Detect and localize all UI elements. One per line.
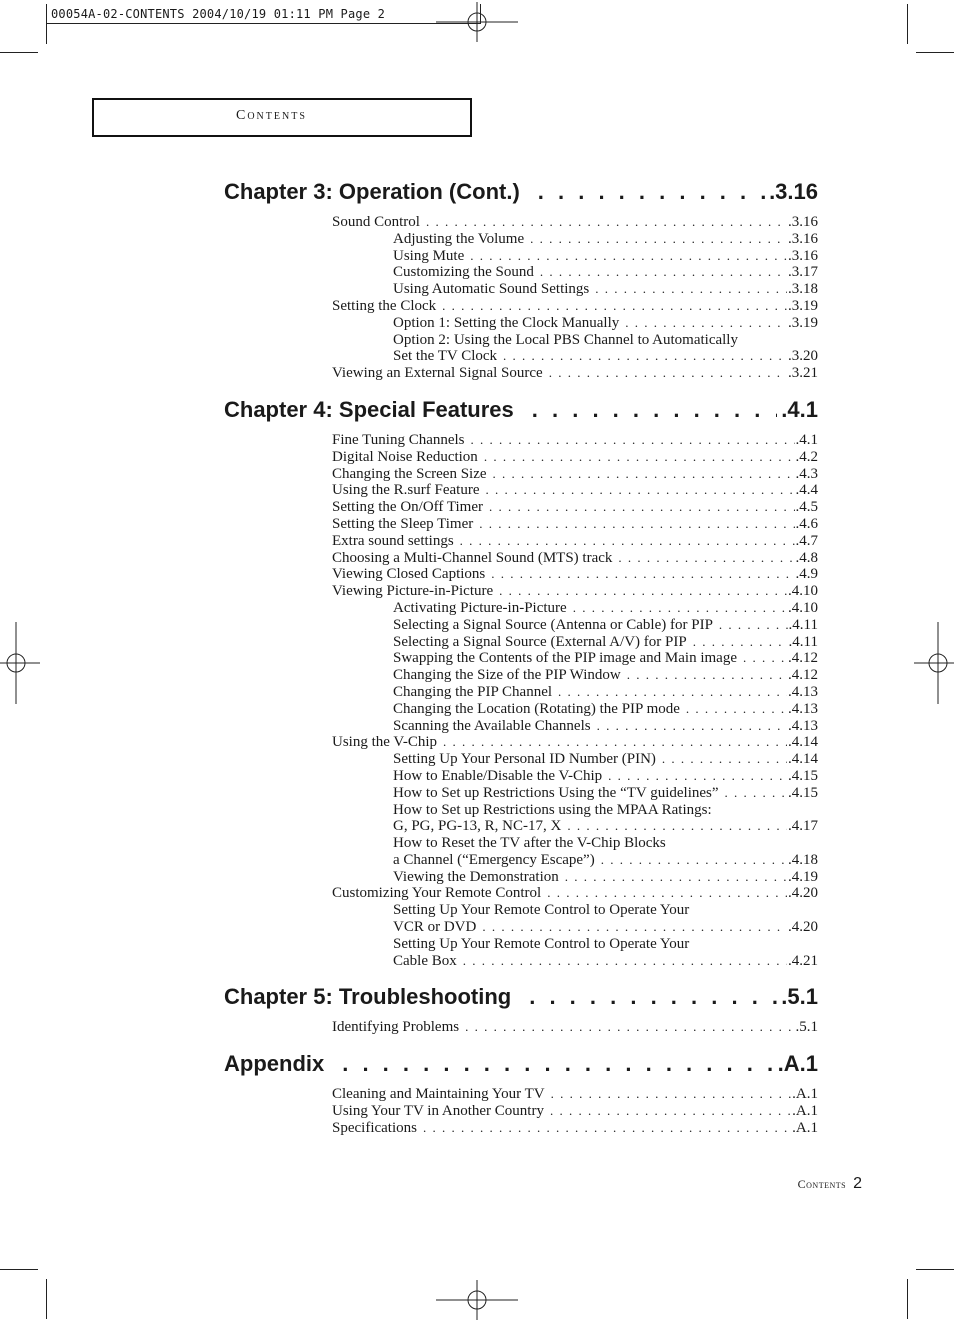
- toc-entry-list: [224, 214, 818, 382]
- dot-leader: [530, 231, 787, 248]
- toc-entry-page: .4.10: [788, 583, 818, 600]
- toc-entry[interactable]: [224, 499, 818, 516]
- dot-leader: [693, 634, 788, 651]
- toc-subentry[interactable]: [224, 718, 818, 735]
- toc-entry[interactable]: [224, 885, 818, 902]
- toc-entry[interactable]: [224, 734, 818, 751]
- dot-leader: [482, 919, 787, 936]
- toc-subentry[interactable]: [224, 248, 818, 265]
- toc-entry-page: .4.6: [795, 515, 818, 532]
- toc-entry-label: How to Reset the TV after the V-Chip Blocks: [393, 835, 666, 852]
- dot-leader: [503, 348, 787, 365]
- toc-entry-label: Changing the Screen Size: [332, 465, 487, 482]
- dot-leader: [662, 751, 787, 768]
- dot-leader: [538, 176, 765, 208]
- toc-entry-list: [224, 1086, 818, 1136]
- crop-mark-bottom-right-h: [916, 1269, 954, 1270]
- crop-mark-top-right-h: [916, 52, 954, 53]
- toc-entry-label: How to Enable/Disable the V-Chip: [393, 767, 603, 784]
- toc-entry-label: Scanning the Available Channels: [393, 717, 591, 734]
- toc-subentry[interactable]: [224, 785, 818, 802]
- dot-leader: [686, 701, 787, 718]
- dot-leader: [470, 248, 787, 265]
- toc-subentry[interactable]: [224, 315, 818, 332]
- dot-leader: [549, 365, 787, 382]
- toc-entry-label: Adjusting the Volume: [393, 230, 525, 247]
- dot-leader: [743, 650, 787, 667]
- running-header-title: Contents: [236, 108, 307, 123]
- toc-entry-page: .4.13: [788, 700, 818, 717]
- dot-leader: [567, 818, 787, 835]
- toc-entry-page: .4.20: [788, 885, 818, 902]
- dot-leader: [342, 1048, 773, 1080]
- chapter-title: Chapter 3: Operation (Cont.): [224, 179, 520, 204]
- dot-leader: [565, 869, 787, 886]
- chapter-title: Appendix: [224, 1051, 325, 1077]
- toc-entry-label: Changing the PIP Channel: [393, 683, 553, 700]
- toc-subentry[interactable]: [224, 802, 818, 819]
- toc-entry-label: Cleaning and Maintaining Your TV: [332, 1086, 545, 1103]
- dot-leader: [595, 281, 787, 298]
- dot-leader: [479, 516, 794, 533]
- toc-entry-label: Setting Up Your Remote Control to Operate Your: [393, 902, 690, 919]
- toc-subentry[interactable]: [224, 667, 818, 684]
- toc-entry-label: Using Automatic Sound Settings: [393, 281, 590, 298]
- toc-entry-label: VCR or DVD: [393, 919, 477, 936]
- dot-leader: [529, 981, 777, 1013]
- toc-entry-page: .4.5: [795, 499, 818, 516]
- dot-leader: [547, 885, 787, 902]
- toc-entry-label: Using Mute: [393, 247, 465, 264]
- dot-leader: [484, 449, 795, 466]
- toc-subentry[interactable]: [224, 936, 818, 953]
- toc-entry-page: .4.21: [788, 952, 818, 969]
- chapter-title: Chapter 4: Special Features: [224, 396, 514, 422]
- toc-entry[interactable]: [224, 365, 818, 382]
- toc-subentry[interactable]: [224, 919, 818, 936]
- toc-subentry[interactable]: [224, 264, 818, 281]
- toc-subentry[interactable]: [224, 953, 818, 970]
- toc-entry[interactable]: [224, 583, 818, 600]
- dot-leader: [491, 566, 794, 583]
- toc-entry-label: Setting the On/Off Timer: [332, 499, 483, 516]
- toc-entry-label: Customizing the Sound: [393, 264, 534, 281]
- toc-entry-label: Using the V-Chip: [332, 734, 438, 751]
- toc-subentry[interactable]: [224, 869, 818, 886]
- crop-mark-bottom-left-v: [46, 1279, 47, 1319]
- crop-mark-bottom-right-v: [907, 1279, 908, 1319]
- dot-leader: [426, 214, 787, 231]
- toc-entry-label: Selecting a Signal Source (Antenna or Cable) for PIP: [393, 616, 713, 633]
- toc-entry-label: Option 2: Using the Local PBS Channel to Automatically: [393, 331, 738, 348]
- toc-entry[interactable]: [224, 550, 818, 567]
- toc-entry[interactable]: [224, 1086, 818, 1103]
- printer-slug: 00054A-02-CONTENTS 2004/10/19 01:11 PM Page 2: [46, 4, 481, 24]
- dot-leader: [719, 617, 788, 634]
- toc-entry-page: .4.12: [788, 667, 818, 684]
- toc-entry-page: .3.16: [788, 230, 818, 247]
- toc-entry[interactable]: [224, 566, 818, 583]
- toc-entry-label: Sound Control: [332, 214, 420, 230]
- toc-entry-page: .4.8: [795, 549, 818, 566]
- toc-entry-page: .5.1: [795, 1019, 818, 1036]
- toc-entry-list: [224, 1019, 818, 1036]
- dot-leader: [573, 600, 787, 617]
- toc-entry[interactable]: [224, 482, 818, 499]
- dot-leader: [618, 550, 794, 567]
- toc-entry-label: Option 1: Setting the Clock Manually: [393, 314, 620, 331]
- toc-entry-label: Choosing a Multi-Channel Sound (MTS) track: [332, 549, 613, 566]
- chapter-page: .A.1: [777, 1051, 818, 1077]
- chapter-heading[interactable]: [224, 1048, 818, 1080]
- toc-entry-label: Fine Tuning Channels: [332, 431, 465, 448]
- dot-leader: [489, 499, 795, 516]
- chapter-page: .4.1: [781, 396, 818, 422]
- dot-leader: [532, 394, 778, 426]
- chapter-heading[interactable]: [224, 981, 818, 1013]
- toc-entry-label: Viewing the Demonstration: [393, 868, 559, 885]
- dot-leader: [540, 264, 787, 281]
- chapter-page: .5.1: [781, 984, 818, 1010]
- toc-entry-label: Setting the Sleep Timer: [332, 515, 474, 532]
- toc-entry-page: .4.15: [788, 784, 818, 801]
- toc-entry-page: .4.3: [795, 465, 818, 482]
- toc-entry-page: .3.19: [788, 297, 818, 314]
- toc-entry-label: Setting Up Your Remote Control to Operate Your: [393, 935, 690, 952]
- registration-mark-top-icon: [436, 2, 518, 42]
- toc-entry-label: Identifying Problems: [332, 1019, 460, 1036]
- toc-entry-label: Digital Noise Reduction: [332, 448, 478, 465]
- toc-subentry[interactable]: [224, 701, 818, 718]
- dot-leader: [485, 482, 794, 499]
- toc-entry-label: Selecting a Signal Source (External A/V) for PIP: [393, 633, 687, 650]
- toc-entry-page: .3.17: [788, 264, 818, 281]
- registration-mark-left-icon: [0, 622, 40, 704]
- chapter-heading[interactable]: [224, 394, 818, 426]
- dot-leader: [725, 785, 787, 802]
- toc-entry-label: Setting Up Your Personal ID Number (PIN): [393, 751, 656, 768]
- toc-entry-label: How to Set up Restrictions using the MPAA Ratings:: [393, 801, 712, 818]
- toc-entry-page: .A.1: [792, 1119, 818, 1136]
- page-number: 2: [853, 1175, 862, 1192]
- dot-leader: [601, 852, 787, 869]
- toc-entry-label: Using the R.surf Feature: [332, 482, 480, 499]
- registration-mark-bottom-icon: [436, 1280, 518, 1320]
- toc-entry[interactable]: [224, 432, 818, 449]
- toc-entry-label: Setting the Clock: [332, 297, 437, 314]
- toc-subentry[interactable]: [224, 768, 818, 785]
- toc-entry-page: .4.7: [795, 532, 818, 549]
- toc-entry-page: .3.16: [788, 247, 818, 264]
- toc-entry-page: .4.4: [795, 482, 818, 499]
- dot-leader: [463, 953, 787, 970]
- toc-subentry[interactable]: [224, 902, 818, 919]
- toc-entry-label: G, PG, PG-13, R, NC-17, X: [393, 818, 562, 835]
- toc-subentry[interactable]: [224, 348, 818, 365]
- toc-entry-page: .4.9: [795, 566, 818, 583]
- toc-entry-page: .4.10: [788, 599, 818, 616]
- toc-entry-label: Changing the Size of the PIP Window: [393, 667, 621, 684]
- dot-leader: [423, 1120, 791, 1137]
- toc-entry-label: Specifications: [332, 1119, 417, 1136]
- toc-entry[interactable]: [224, 1019, 818, 1036]
- toc-entry-page: .4.11: [788, 633, 818, 650]
- chapter-heading[interactable]: [224, 176, 818, 208]
- dot-leader: [465, 1019, 794, 1036]
- toc-entry-label: Set the TV Clock: [393, 348, 498, 365]
- dot-leader: [471, 432, 795, 449]
- toc-entry-page: .A.1: [792, 1103, 818, 1120]
- toc-entry-list: [224, 432, 818, 970]
- dot-leader: [550, 1103, 791, 1120]
- toc-entry[interactable]: [224, 533, 818, 550]
- toc-entry-label: Cable Box: [393, 952, 457, 969]
- page-footer: [798, 1175, 862, 1193]
- toc-entry[interactable]: [224, 449, 818, 466]
- toc-entry-page: .4.19: [788, 868, 818, 885]
- toc-entry-page: .4.14: [788, 751, 818, 768]
- toc-entry-page: .4.15: [788, 767, 818, 784]
- dot-leader: [627, 667, 787, 684]
- toc-entry-label: Activating Picture-in-Picture: [393, 599, 567, 616]
- toc-entry-page: .4.13: [788, 717, 818, 734]
- table-of-contents: [224, 176, 818, 1149]
- dot-leader: [460, 533, 795, 550]
- toc-entry-label: Changing the Location (Rotating) the PIP mode: [393, 700, 680, 717]
- toc-entry-label: Viewing an External Signal Source: [332, 365, 543, 382]
- toc-entry[interactable]: [224, 214, 818, 231]
- dot-leader: [493, 466, 795, 483]
- toc-subentry[interactable]: [224, 650, 818, 667]
- registration-mark-right-icon: [914, 622, 954, 704]
- toc-subentry[interactable]: [224, 332, 818, 349]
- dot-leader: [597, 718, 787, 735]
- toc-entry-page: .A.1: [792, 1086, 818, 1103]
- toc-entry-label: Extra sound settings: [332, 532, 454, 549]
- dot-leader: [551, 1086, 792, 1103]
- toc-entry-page: .3.16: [788, 214, 818, 230]
- toc-entry-page: .4.13: [788, 683, 818, 700]
- toc-entry-page: .4.14: [788, 734, 818, 751]
- dot-leader: [442, 298, 787, 315]
- toc-entry[interactable]: [224, 466, 818, 483]
- toc-subentry[interactable]: [224, 281, 818, 298]
- footer-label: Contents: [797, 1177, 847, 1191]
- dot-leader: [499, 583, 787, 600]
- toc-subentry[interactable]: [224, 600, 818, 617]
- dot-leader: [443, 734, 787, 751]
- dot-leader: [608, 768, 787, 785]
- toc-entry-label: Viewing Closed Captions: [332, 566, 486, 583]
- toc-entry-label: a Channel (“Emergency Escape”): [393, 851, 595, 868]
- toc-entry-page: .4.18: [788, 851, 818, 868]
- toc-subentry[interactable]: [224, 852, 818, 869]
- running-header: [92, 98, 472, 137]
- chapter-page: .3.16: [769, 179, 818, 204]
- toc-entry-page: .3.18: [788, 281, 818, 298]
- toc-subentry[interactable]: [224, 835, 818, 852]
- crop-mark-top-right-v: [907, 4, 908, 44]
- toc-entry-label: Swapping the Contents of the PIP image and Main image: [393, 650, 737, 667]
- toc-entry[interactable]: [224, 298, 818, 315]
- toc-subentry[interactable]: [224, 634, 818, 651]
- toc-entry-page: .4.20: [788, 919, 818, 936]
- toc-entry-page: .3.20: [788, 348, 818, 365]
- crop-mark-top-left-v: [46, 4, 47, 44]
- toc-subentry[interactable]: [224, 818, 818, 835]
- toc-entry-label: How to Set up Restrictions Using the “TV guidelines”: [393, 784, 719, 801]
- toc-entry-page: .4.12: [788, 650, 818, 667]
- toc-entry-page: .4.17: [788, 818, 818, 835]
- toc-entry-page: .3.19: [788, 314, 818, 331]
- toc-entry-page: .4.1: [795, 431, 818, 448]
- toc-entry-label: Viewing Picture-in-Picture: [332, 583, 494, 600]
- toc-subentry[interactable]: [224, 751, 818, 768]
- crop-mark-top-left-h: [0, 52, 38, 53]
- toc-entry-label: Using Your TV in Another Country: [332, 1103, 544, 1120]
- toc-subentry[interactable]: [224, 231, 818, 248]
- dot-leader: [625, 315, 787, 332]
- toc-entry-page: .4.2: [795, 448, 818, 465]
- toc-entry-label: Customizing Your Remote Control: [332, 885, 542, 902]
- toc-entry[interactable]: [224, 1103, 818, 1120]
- chapter-title: Chapter 5: Troubleshooting: [224, 984, 512, 1010]
- toc-entry[interactable]: [224, 1120, 818, 1137]
- dot-leader: [558, 684, 787, 701]
- toc-entry-page: .4.11: [788, 616, 818, 633]
- toc-subentry[interactable]: [224, 617, 818, 634]
- toc-subentry[interactable]: [224, 684, 818, 701]
- crop-mark-bottom-left-h: [0, 1269, 38, 1270]
- toc-entry-page: .3.21: [788, 365, 818, 382]
- toc-entry[interactable]: [224, 516, 818, 533]
